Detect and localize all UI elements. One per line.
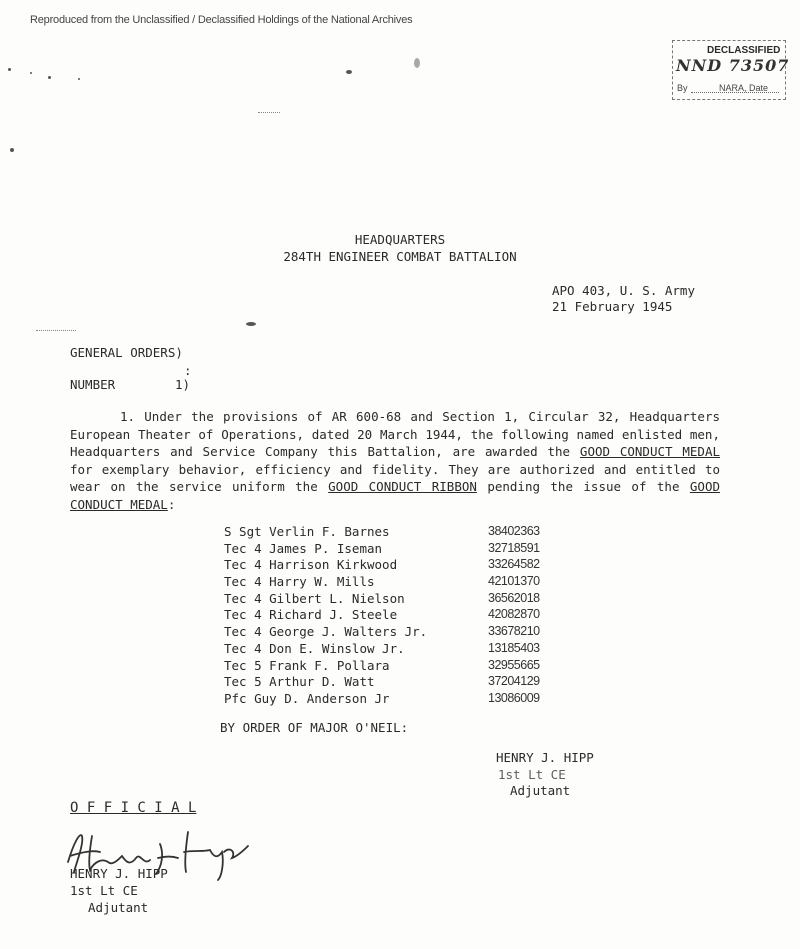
roster-serial: 13086009 [488, 690, 540, 705]
roster-name: S Sgt Verlin F. Barnes [224, 524, 390, 539]
declassified-authority: NND 73507 [676, 56, 790, 75]
order-number-label: NUMBER [70, 377, 116, 392]
scan-speck [48, 76, 51, 79]
signer-name: HENRY J. HIPP [496, 750, 594, 765]
general-orders-label: GENERAL ORDERS) [70, 345, 183, 360]
roster-serial: 36562018 [488, 590, 540, 605]
roster-name: Tec 5 Arthur D. Watt [224, 674, 375, 690]
heading-battalion: 284TH ENGINEER COMBAT BATTALION [283, 249, 517, 264]
order-date: 21 February 1945 [552, 299, 673, 314]
roster-serial: 33678210 [488, 624, 540, 639]
scan-smudge [36, 330, 76, 331]
scan-speck [346, 70, 352, 74]
roster-row [224, 541, 584, 558]
roster-serial: 32955665 [488, 657, 540, 672]
awardee-roster [224, 524, 584, 708]
scan-speck [78, 78, 80, 80]
roster-name: Tec 4 Harrison Kirkwood [224, 557, 398, 573]
scan-smudge [258, 112, 280, 113]
roster-name: Tec 4 Richard J. Steele [224, 607, 398, 623]
scan-speck [414, 58, 420, 68]
scan-speck [10, 148, 14, 152]
roster-row [224, 674, 584, 691]
roster-serial: 42101370 [488, 574, 540, 589]
official-title: Adjutant [88, 900, 149, 915]
declassified-by-label: By [677, 83, 688, 93]
scan-speck [8, 68, 11, 71]
roster-serial: 33264582 [488, 557, 540, 572]
archive-stamp: Reproduced from the Unclassified / Declassified Holdings of the National Archives [30, 14, 413, 26]
roster-name: Tec 4 Harry W. Mills [224, 574, 375, 590]
apo-location: APO 403, U. S. Army [552, 283, 695, 298]
roster-row [224, 691, 584, 708]
heading-headquarters: HEADQUARTERS [354, 232, 446, 247]
official-rank: 1st Lt CE [70, 883, 138, 898]
declassified-stamp [672, 40, 790, 100]
scan-speck [30, 72, 32, 74]
roster-row [224, 658, 584, 675]
general-orders-colon: : [184, 363, 192, 378]
signer-rank: 1st Lt CE [498, 767, 566, 782]
paragraph-text-b: for exemplary behavior, efficiency and fidelity. They are authorized and entitled to wear on the service uniform the [70, 461, 720, 495]
official-label: O F F I C I A L [70, 800, 197, 816]
roster-serial: 32718591 [488, 540, 540, 555]
roster-row [224, 574, 584, 591]
roster-row [224, 624, 584, 641]
roster-serial: 13185403 [488, 640, 540, 655]
roster-row [224, 591, 584, 608]
roster-serial: 38402363 [488, 524, 540, 538]
paragraph-text-a: 1. Under the provisions of AR 600-68 and Section 1, Circular 32, Headquarters European Theater of Operations, dated 20 March 1944, the following named enlisted men, Headquarters and Service Company this Battalion, are awarded the [70, 409, 720, 460]
roster-name: Tec 4 Gilbert L. Nielson [224, 590, 405, 606]
good-conduct-ribbon: GOOD CONDUCT RIBBON [328, 479, 477, 495]
signer-title: Adjutant [510, 783, 571, 798]
good-conduct-medal-1: GOOD CONDUCT MEDAL [579, 444, 720, 460]
roster-row [224, 524, 584, 541]
roster-name: Tec 4 James P. Iseman [224, 540, 383, 556]
order-number-value: 1) [175, 377, 191, 392]
roster-row [224, 557, 584, 574]
paragraph-text-d: : [167, 496, 176, 512]
declassified-title: DECLASSIFIED [707, 45, 781, 56]
good-conduct-medal-2: GOOD CONDUCT MEDAL [70, 479, 720, 512]
roster-name: Tec 4 Don E. Winslow Jr. [224, 640, 405, 656]
roster-name: Pfc Guy D. Anderson Jr [224, 690, 390, 706]
by-order-line: BY ORDER OF MAJOR O'NEIL: [220, 720, 409, 735]
body-paragraph [70, 408, 720, 514]
declassified-underline [691, 92, 779, 93]
official-name: HENRY J. HIPP [70, 866, 168, 881]
roster-row [224, 607, 584, 624]
declassified-by-value: NARA, Date [719, 83, 769, 93]
roster-row [224, 641, 584, 658]
roster-name: Tec 5 Frank F. Pollara [224, 657, 390, 673]
roster-name: Tec 4 George J. Walters Jr. [224, 624, 428, 640]
paragraph-text-c: pending the issue of the [476, 479, 690, 495]
roster-serial: 42082870 [488, 607, 540, 622]
roster-serial: 37204129 [488, 674, 540, 689]
scan-speck [246, 322, 256, 326]
